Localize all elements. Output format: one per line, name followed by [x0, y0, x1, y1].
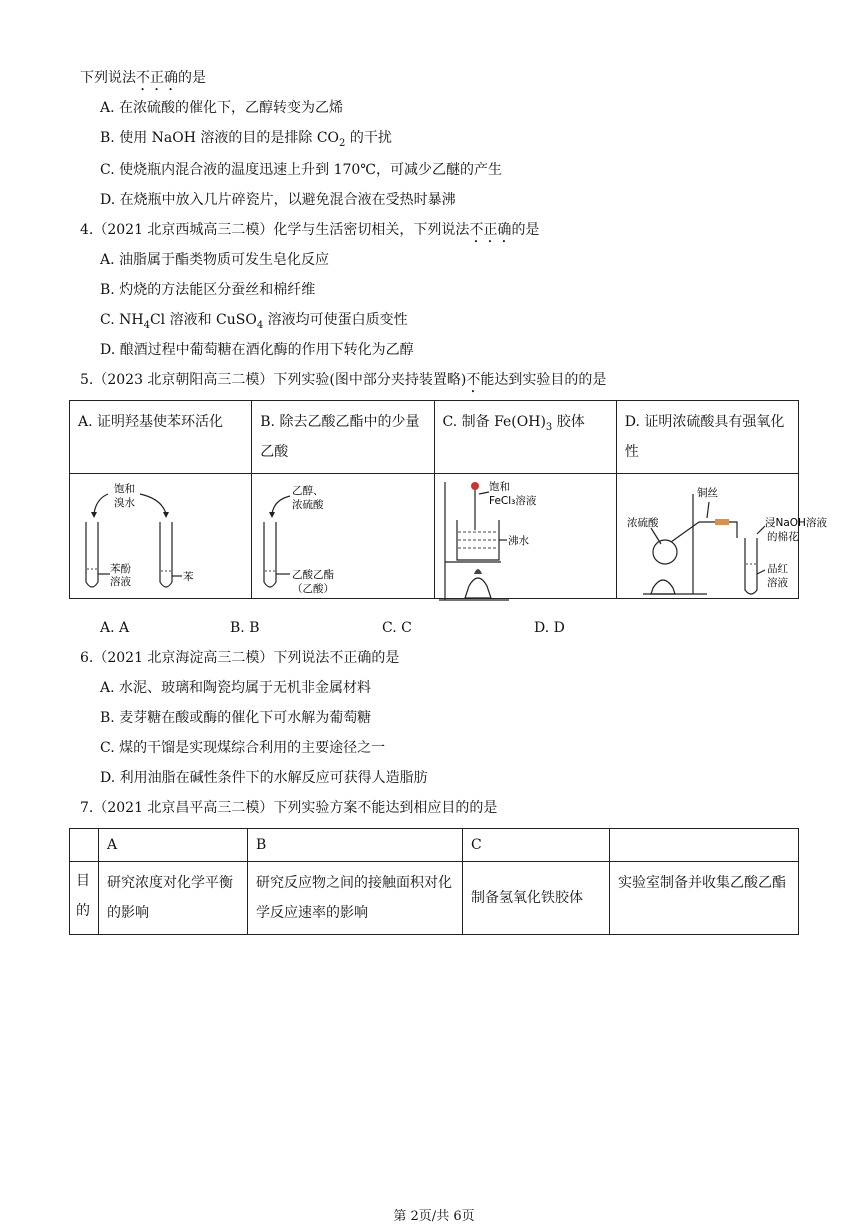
q5-answer-c: C. C — [382, 620, 412, 636]
figure-cell-d — [616, 474, 827, 599]
rubber-tube — [715, 519, 729, 525]
page-footer: 第 2页/共 6页 — [393, 1209, 475, 1224]
table-row — [70, 401, 799, 474]
dropper-bulb — [471, 482, 479, 490]
leader-line — [479, 492, 489, 494]
table-cell — [616, 401, 798, 474]
figure-cell-c — [434, 474, 616, 599]
emphasis-text: 不 — [466, 372, 481, 388]
table-row — [70, 862, 799, 935]
figure-cell-a — [70, 474, 252, 599]
row-label: 目的 — [70, 862, 99, 935]
q5-table — [69, 400, 827, 599]
subscript: 4 — [256, 319, 264, 331]
q4-option-a: A. 油脂属于酯类物质可发生皂化反应 — [100, 252, 330, 268]
q6-option-c: C. 煤的干馏是实现煤综合利用的主要途径之一 — [100, 740, 386, 756]
table-cell — [434, 401, 616, 474]
cell-text: 胶体 — [552, 414, 585, 430]
fig-label: 浓硫酸 — [626, 517, 659, 529]
text: 的干扰 — [345, 130, 392, 146]
table-header-cell: B — [248, 829, 463, 862]
fig-label: 苯 — [183, 571, 194, 583]
fig-label: 铜丝 — [696, 487, 718, 499]
table-cell: 制备氢氧化铁胶体 — [463, 862, 610, 935]
flame — [474, 569, 482, 574]
q5-stem — [80, 370, 606, 396]
test-tube — [264, 522, 276, 587]
fig-label: 品红 — [766, 563, 788, 575]
text: 下列说法 — [80, 70, 136, 86]
text: C. NH — [100, 312, 144, 328]
fig-label: 浸NaOH溶液 — [764, 517, 827, 529]
q6-option-d: D. 利用油脂在碱性条件下的水解反应可获得人造脂肪 — [100, 770, 428, 786]
fig-label: 溴水 — [114, 497, 135, 509]
flask-neck — [671, 522, 699, 542]
test-tube — [86, 522, 98, 587]
q7-stem: 7.（2021 北京昌平高三二模）下列实验方案不能达到相应目的的是 — [80, 800, 498, 816]
q5-answer-d: D. D — [534, 620, 565, 636]
arrow-line — [272, 496, 290, 514]
text: B. 使用 NaOH 溶液的目的是排除 CO — [100, 130, 340, 146]
fig-label: 苯酚 — [110, 563, 131, 575]
table-cell: 研究浓度对化学平衡的影响 — [99, 862, 248, 935]
table-cell: 研究反应物之间的接触面积对化学反应速率的影响 — [248, 862, 463, 935]
subscript: 2 — [339, 137, 346, 149]
fig-label: 溶液 — [110, 576, 131, 588]
leader-line — [651, 528, 661, 544]
q3-option-c: C. 使烧瓶内混合液的温度迅速上升到 170℃，可减少乙醚的产生 — [100, 162, 502, 178]
text: 5.（2023 北京朝阳高三二模）下列实验(图中部分夹持装置略) — [80, 372, 467, 388]
q3-option-d: D. 在烧瓶中放入几片碎瓷片，以避免混合液在受热时暴沸 — [100, 192, 456, 208]
text: 的是 — [511, 222, 540, 238]
cell-text: C. 制备 Fe(OH) — [442, 414, 546, 430]
fig-label: 的棉花 — [766, 531, 799, 543]
q5-answer-b: B. B — [230, 620, 260, 636]
test-tube — [745, 538, 757, 594]
question-fragment — [80, 68, 206, 94]
fig-label: 浓硫酸 — [292, 499, 324, 511]
alcohol-lamp — [465, 578, 491, 598]
table-row — [70, 829, 799, 862]
leader-line — [757, 526, 765, 534]
fig-label: 饱和 — [114, 483, 135, 495]
alcohol-lamp — [651, 580, 675, 594]
subscript: 3 — [545, 421, 553, 433]
table-cell — [70, 401, 252, 474]
q7-table — [69, 828, 799, 935]
test-tube-figure — [252, 474, 442, 612]
leader-line — [757, 570, 765, 574]
text: 4.（2021 北京西城高三二模）化学与生活密切相关，下列说法 — [80, 222, 470, 238]
text: 溶液均可使蛋白质变性 — [263, 312, 408, 328]
fig-label: 乙酸乙酯 — [292, 569, 335, 581]
arrow-heads — [91, 512, 169, 518]
subscript: 4 — [143, 319, 150, 331]
beaker-setup-figure — [435, 474, 581, 612]
q6-option-b: B. 麦芽糖在酸或酶的催化下可水解为葡萄糖 — [100, 710, 372, 726]
fig-label: FeCl₃溶液 — [488, 495, 536, 507]
q3-option-a: A. 在浓硫酸的催化下，乙醇转变为乙烯 — [100, 100, 344, 116]
fig-label: 乙醇、 — [292, 485, 324, 497]
table-row — [70, 474, 799, 599]
table-header-cell: C — [463, 829, 610, 862]
q4-option-c — [100, 310, 408, 336]
text: Cl 溶液和 CuSO — [149, 312, 257, 328]
q5-answer-a: A. A — [100, 620, 130, 636]
emphasis-text: 不正确 — [136, 70, 178, 86]
text: 能达到实验目的的是 — [480, 372, 607, 388]
flask-setup-figure — [617, 474, 835, 612]
q4-option-d: D. 酿酒过程中葡萄糖在酒化酶的作用下转化为乙醇 — [100, 342, 414, 358]
fig-label: 沸水 — [507, 535, 529, 547]
table-header-cell — [70, 829, 99, 862]
arrow-line — [140, 494, 166, 514]
q4-option-b: B. 灼烧的方法能区分蚕丝和棉纤维 — [100, 282, 316, 298]
q3-option-b — [100, 128, 392, 154]
figure-cell-b — [252, 474, 434, 599]
cell-text: B. 除去乙酸乙酯中的少量乙酸 — [260, 414, 420, 460]
fig-label: （乙酸） — [292, 583, 335, 595]
test-tube — [160, 522, 172, 587]
table-cell: 实验室制备并收集乙酸乙酯 — [610, 862, 799, 935]
arrow-line — [94, 494, 108, 514]
leader-line — [707, 502, 709, 518]
cell-text: D. 证明浓硫酸具有强氧化性 — [624, 414, 785, 460]
table-header-cell — [610, 829, 799, 862]
flask — [653, 540, 677, 564]
table-header-cell: A — [99, 829, 248, 862]
q6-stem: 6.（2021 北京海淀高三二模）下列说法不正确的是 — [80, 650, 400, 666]
q4-stem — [80, 220, 539, 246]
text: 的是 — [178, 70, 206, 86]
arrow-head — [269, 512, 275, 518]
test-tubes-figure — [70, 474, 238, 612]
q6-option-a: A. 水泥、玻璃和陶瓷均属于无机非金属材料 — [100, 680, 372, 696]
emphasis-text: 不正确 — [469, 222, 512, 238]
fig-label: 溶液 — [766, 577, 788, 589]
table-cell — [252, 401, 434, 474]
cell-text: A. 证明羟基使苯环活化 — [78, 414, 224, 430]
fig-label: 饱和 — [488, 481, 510, 493]
